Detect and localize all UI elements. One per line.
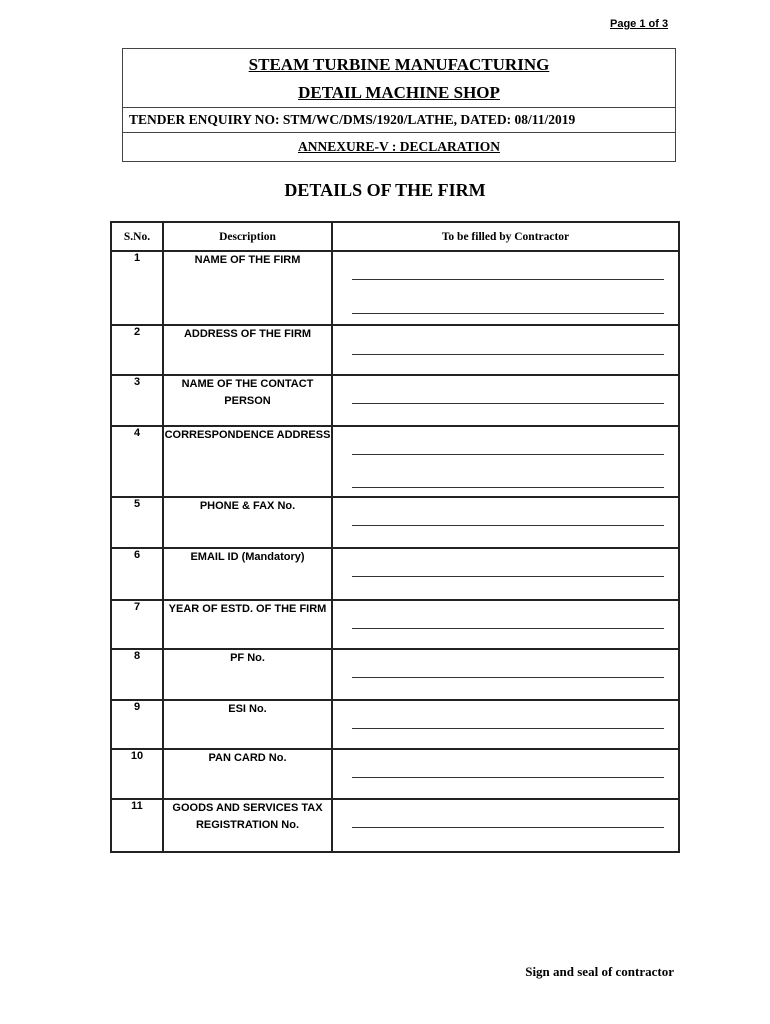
- row-description: YEAR OF ESTD. OF THE FIRM: [163, 600, 332, 649]
- table-row: [111, 749, 679, 799]
- row-sno: 2: [111, 325, 163, 375]
- row-description: GOODS AND SERVICES TAX REGISTRATION No.: [163, 799, 332, 852]
- header-description: Description: [163, 222, 332, 251]
- header-fill: To be filled by Contractor: [332, 222, 679, 251]
- sign-seal-label: Sign and seal of contractor: [525, 964, 674, 979]
- annexure-title: [123, 132, 675, 161]
- firm-details-table: [110, 221, 680, 853]
- fill-line[interactable]: [352, 777, 664, 778]
- row-fill-area[interactable]: [332, 251, 679, 325]
- row-description: ADDRESS OF THE FIRM: [163, 325, 332, 375]
- page-indicator: Page 1 of 3: [610, 18, 669, 30]
- row-fill-area[interactable]: [332, 600, 679, 649]
- row-description: EMAIL ID (Mandatory): [163, 548, 332, 600]
- fill-line[interactable]: [352, 827, 664, 828]
- table-row: [111, 649, 679, 700]
- table-row: [111, 375, 679, 426]
- row-description: ESI No.: [163, 700, 332, 749]
- fill-line[interactable]: [352, 313, 664, 314]
- row-sno: 11: [111, 799, 163, 852]
- table-row: [111, 700, 679, 749]
- org-title: STEAM TURBINE MANUFACTURING: [248, 55, 550, 74]
- fill-line[interactable]: [352, 677, 664, 678]
- table-row: [111, 799, 679, 852]
- row-fill-area[interactable]: [332, 497, 679, 548]
- row-fill-area[interactable]: [332, 700, 679, 749]
- row-sno: 10: [111, 749, 163, 799]
- table-row: [111, 548, 679, 600]
- header-sno: S.No.: [111, 222, 163, 251]
- row-fill-area[interactable]: [332, 649, 679, 700]
- row-sno: 9: [111, 700, 163, 749]
- fill-line[interactable]: [352, 576, 664, 577]
- table-row: [111, 497, 679, 548]
- row-description: NAME OF THE CONTACT PERSON: [163, 375, 332, 426]
- row-description: PHONE & FAX No.: [163, 497, 332, 548]
- section-title: DETAILS OF THE FIRM: [284, 180, 486, 200]
- table-row: [111, 251, 679, 325]
- table-row: [111, 325, 679, 375]
- row-sno: 3: [111, 375, 163, 426]
- row-sno: 8: [111, 649, 163, 700]
- row-sno: 7: [111, 600, 163, 649]
- fill-line[interactable]: [352, 628, 664, 629]
- row-fill-area[interactable]: [332, 749, 679, 799]
- row-sno: 5: [111, 497, 163, 548]
- row-fill-area[interactable]: [332, 426, 679, 497]
- row-sno: 4: [111, 426, 163, 497]
- fill-line[interactable]: [352, 403, 664, 404]
- fill-line[interactable]: [352, 487, 664, 488]
- annexure-label: ANNEXURE-V : DECLARATION: [297, 139, 500, 154]
- row-description: CORRESPONDENCE ADDRESS: [163, 426, 332, 497]
- row-sno: 1: [111, 251, 163, 325]
- table-header-row: [111, 222, 679, 251]
- row-fill-area[interactable]: [332, 548, 679, 600]
- row-description: PAN CARD No.: [163, 749, 332, 799]
- shop-title: DETAIL MACHINE SHOP: [298, 83, 500, 102]
- fill-line[interactable]: [352, 279, 664, 280]
- fill-line[interactable]: [352, 454, 664, 455]
- fill-line[interactable]: [352, 525, 664, 526]
- table-row: [111, 426, 679, 497]
- row-sno: 6: [111, 548, 163, 600]
- row-fill-area[interactable]: [332, 325, 679, 375]
- tender-enquiry: TENDER ENQUIRY NO: STM/WC/DMS/1920/LATHE, DATED: 08/11/2019: [123, 107, 675, 132]
- row-description: NAME OF THE FIRM: [163, 251, 332, 325]
- fill-line[interactable]: [352, 728, 664, 729]
- row-description: PF No.: [163, 649, 332, 700]
- header-box: [122, 48, 676, 162]
- fill-line[interactable]: [352, 354, 664, 355]
- row-fill-area[interactable]: [332, 375, 679, 426]
- row-fill-area[interactable]: [332, 799, 679, 852]
- table-row: [111, 600, 679, 649]
